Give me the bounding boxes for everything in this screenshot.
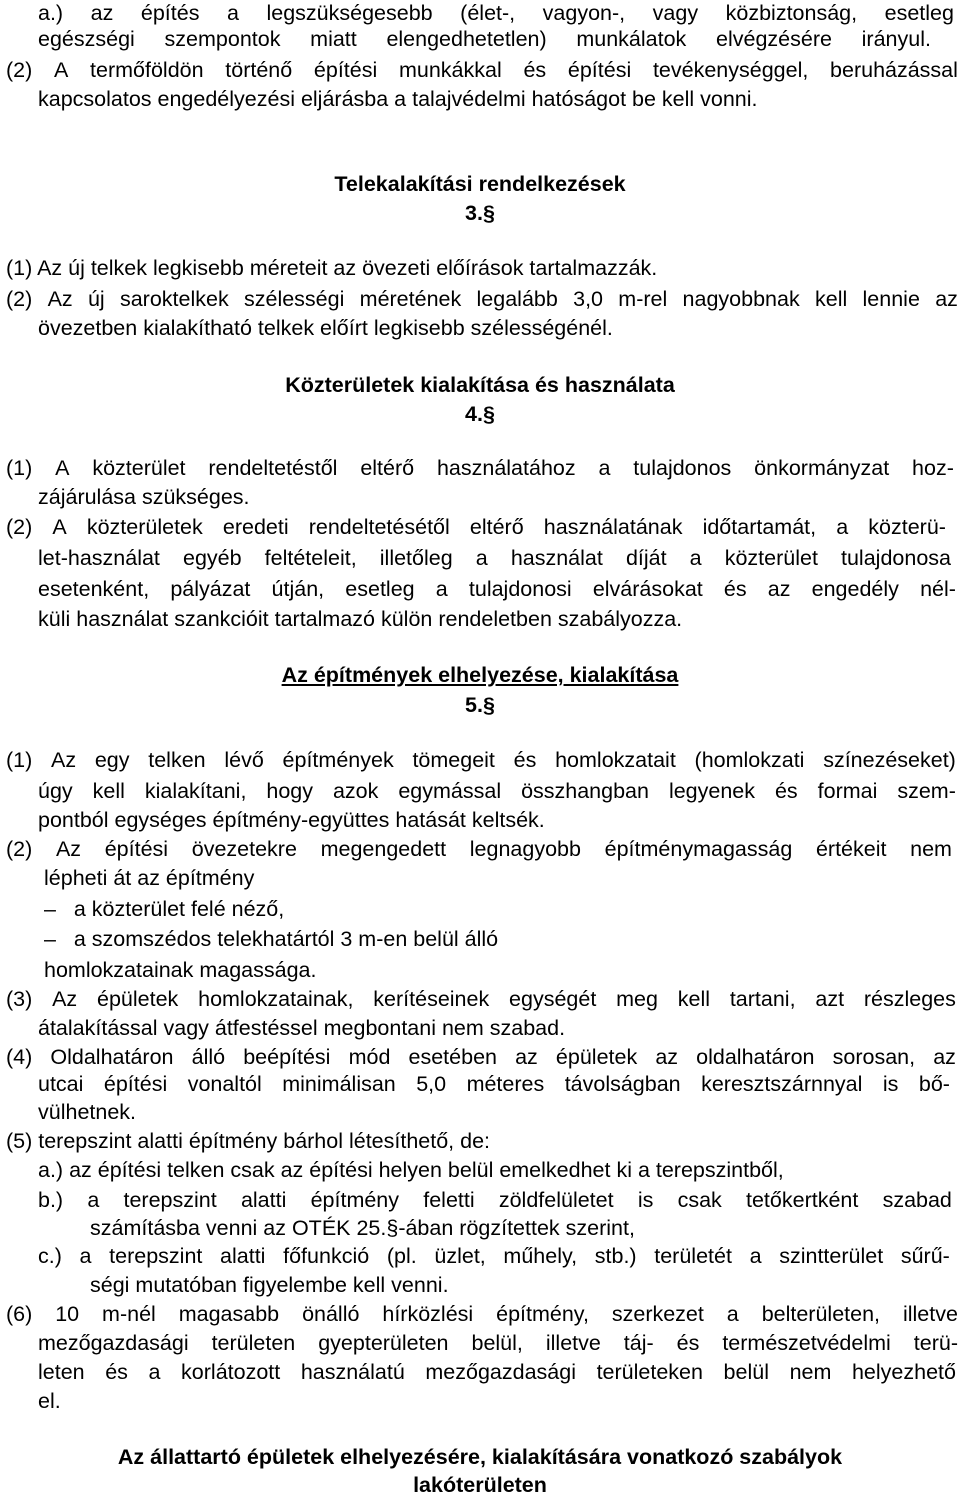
paragraph-line: (2) Az építési övezetekre megengedett legnagyobb építménymagasság értékeit nem [6,837,952,861]
paragraph-line: (2) A termőföldön történő építési munkákkal és építési tevékenységgel, beruházással [6,58,958,82]
paragraph-line: (2) Az új saroktelkek szélességi méretének legalább 3,0 m-rel nagyobbnak kell lennie az [6,287,958,311]
paragraph-line: lépheti át az építmény [44,866,255,890]
paragraph-line: számításba venni az OTÉK 25.§-ában rögzítettek szerint, [90,1216,635,1240]
paragraph-line: úgy kell kialakítani, hogy azok egymással összhangban legyenek és formai szem- [38,779,956,803]
paragraph-line: (3) Az épületek homlokzatainak, kerítéseinek egységét meg kell tartani, azt részleges [6,987,956,1011]
paragraph-line: ségi mutatóban figyelembe kell venni. [90,1273,449,1297]
section-number: 5.§ [465,693,495,717]
paragraph-line: átalakítással vagy átfestéssel megbontani nem szabad. [38,1016,566,1040]
section-number: 4.§ [465,402,495,426]
paragraph-line: homlokzatainak magassága. [44,958,317,982]
section-heading: Az állattartó épületek elhelyezésére, kialakítására vonatkozó szabályok [117,1445,843,1469]
paragraph-line: (6) 10 m-nél magasabb önálló hírközlési építmény, szerkezet a belterületen, illetve [6,1302,958,1326]
paragraph-line: (1) A közterület rendeltetéstől eltérő használatához a tulajdonos önkormányzat hoz- [6,456,954,480]
list-item: a.) az építési telken csak az építési helyen belül emelkedhet ki a terepszintből, [38,1158,784,1182]
paragraph-line: vülhetnek. [38,1100,137,1124]
list-item: c.) a terepszint alatti főfunkció (pl. üzlet, műhely, stb.) területét a szintterület sűrű- [38,1244,950,1268]
paragraph-line: övezetben kialakítható telkek előírt legkisebb szélességénél. [38,316,613,340]
paragraph-line: egészségi szempontok miatt elengedhetetlen) munkálatok elvégzésére irányul. [38,27,931,51]
paragraph-line: leten és a korlátozott használatú mezőgazdasági területeken belül nem helyezhető [38,1360,956,1384]
list-item: – a közterület felé néző, [44,897,285,921]
paragraph-line: (2) A közterületek eredeti rendeltetésétől eltérő használatának időtartamát, a közterü- [6,515,946,539]
paragraph-line: el. [38,1389,61,1413]
paragraph-line: (1) Az egy telken lévő építmények tömegeit és homlokzatait (homlokzati színezéseket) [6,748,956,772]
paragraph-line: pontból egységes építmény-együttes hatását keltsék. [38,808,545,832]
list-item: b.) a terepszint alatti építmény feletti zöldfelületet is csak tetőkertként szabad [38,1188,952,1212]
section-heading: Közterületek kialakítása és használata [285,373,675,397]
list-item: – a szomszédos telekhatártól 3 m-en belül álló [44,927,499,951]
section-heading: Az építmények elhelyezése, kialakítása [281,663,679,687]
section-heading: lakóterületen [413,1473,547,1497]
section-heading: Telekalakítási rendelkezések [334,172,626,196]
paragraph-line: küli használat szankcióit tartalmazó külön rendeletben szabályozza. [38,607,683,631]
paragraph-line: zájárulása szükséges. [38,485,250,509]
section-number: 3.§ [465,201,495,225]
paragraph-line: (5) terepszint alatti építmény bárhol létesíthető, de: [6,1129,491,1153]
paragraph-line: (1) Az új telkek legkisebb méreteit az övezeti előírások tartalmazzák. [6,256,658,280]
paragraph-line: (4) Oldalhatáron álló beépítési mód esetében az épületek az oldalhatáron sorosan, az [6,1045,956,1069]
paragraph-line: let-használat egyéb feltételeit, illetőleg a használat díját a közterület tulajdonosa [38,546,951,570]
paragraph-line: mezőgazdasági területen gyepterületen belül, illetve táj- és természetvédelmi terü- [38,1331,958,1355]
paragraph-line: a.) az építés a legszükségesebb (élet-, vagyon-, vagy közbiztonság, esetleg [38,1,954,25]
paragraph-line: kapcsolatos engedélyezési eljárásba a talajvédelmi hatóságot be kell vonni. [38,87,758,111]
paragraph-line: esetenként, pályázat útján, esetleg a tulajdonosi elvárásokat és az engedély nél- [38,577,956,601]
paragraph-line: utcai építési vonaltól minimálisan 5,0 méteres távolságban keresztszárnnyal is bő- [38,1072,950,1096]
